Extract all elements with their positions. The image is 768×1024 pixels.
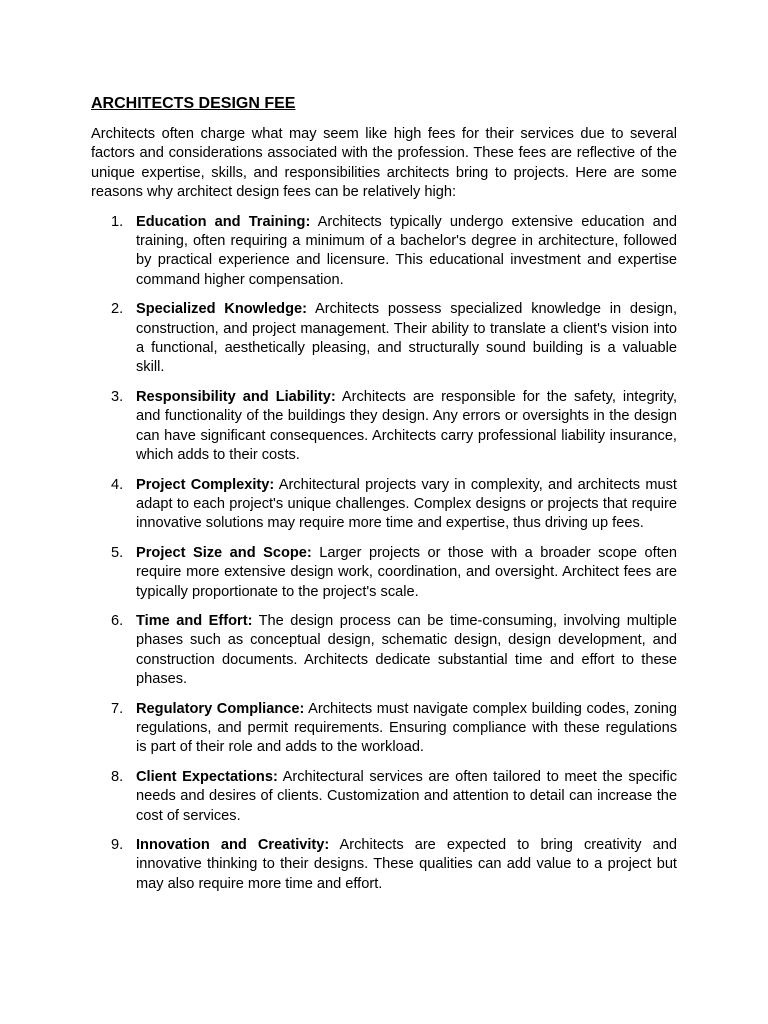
document-page xyxy=(91,94,677,904)
reason-item-6 xyxy=(91,612,677,690)
reason-number: 1. xyxy=(111,213,124,230)
reason-heading: Regulatory Compliance: xyxy=(136,700,305,717)
reason-heading: Project Size and Scope: xyxy=(136,544,312,561)
reason-text: Architects typically undergo extensive education and training, often requiring a minimum of a bachelor's degree in architecture, followed by practical experience and licensure. This educational investment and expertise command higher compensation. xyxy=(136,213,677,288)
reason-item-1 xyxy=(91,213,677,291)
reason-text: The design process can be time-consuming, involving multiple phases such as conceptual design, schematic design, design development, and construction documents. Architects dedicate substantial time and effort to these phases. xyxy=(136,612,677,688)
reason-text: Architects are expected to bring creativity and innovative thinking to their designs. These qualities can add value to a project but may also require more time and effort. xyxy=(136,837,677,892)
reason-number: 3. xyxy=(111,388,124,405)
reason-text: Architects must navigate complex building codes, zoning regulations, and permit requirements. Ensuring compliance with these regulations is part of their role and adds to the workload. xyxy=(136,700,677,756)
reason-number: 5. xyxy=(111,544,124,561)
reason-number: 9. xyxy=(111,837,124,853)
reason-text: Architectural services are often tailored to meet the specific needs and desires of clients. Customization and attention to detail can increase the cost of services. xyxy=(136,768,677,824)
reason-number: 2. xyxy=(111,301,124,318)
reason-heading: Responsibility and Liability: xyxy=(136,388,336,405)
reason-number: 7. xyxy=(111,700,124,717)
reason-item-2 xyxy=(91,300,677,378)
reason-text: Architects are responsible for the safety, integrity, and functionality of the buildings they design. Any errors or oversights in the design can have significant consequences. Architects carry professional liability insurance, which adds to their costs. xyxy=(136,388,678,464)
reason-heading: Project Complexity: xyxy=(136,476,275,493)
intro-paragraph: Architects often charge what may seem like high fees for their services due to several factors and considerations associated with the profession. These fees are reflective of the unique expertise, skills, and responsibilities architects bring to projects. Here are some reasons why architect design fees can be relatively high: xyxy=(91,126,677,201)
reason-number: 6. xyxy=(111,612,124,629)
reason-number: 4. xyxy=(111,476,124,493)
reason-text: Architects possess specialized knowledge in design, construction, and project management. Their ability to translate a client's vision into a functional, aesthetically pleasing, and structurally sound building is a valuable skill. xyxy=(136,301,677,376)
reason-item-7 xyxy=(91,700,677,758)
reason-text: Architectural projects vary in complexity, and architects must adapt to each project's unique challenges. Complex designs or projects that require innovative solutions may require more time and expertise, thus driving up fees. xyxy=(136,476,677,532)
reason-item-8 xyxy=(91,768,677,826)
reason-number: 8. xyxy=(111,768,124,785)
reason-heading: Time and Effort: xyxy=(136,612,253,629)
reason-item-3 xyxy=(91,388,677,466)
reason-item-4 xyxy=(91,476,677,534)
reason-heading: Innovation and Creativity: xyxy=(136,837,330,853)
document-title: ARCHITECTS DESIGN FEE xyxy=(91,95,296,112)
reasons-list xyxy=(91,213,677,895)
reason-heading: Education and Training: xyxy=(136,213,311,230)
reason-text: Larger projects or those with a broader scope often require more extensive design work, coordination, and oversight. Architect fees are typically proportionate to the project's scale. xyxy=(136,544,677,600)
reason-heading: Specialized Knowledge: xyxy=(136,301,307,318)
reason-item-9 xyxy=(91,836,677,894)
reason-item-5 xyxy=(91,544,677,602)
reason-heading: Client Expectations: xyxy=(136,768,278,785)
